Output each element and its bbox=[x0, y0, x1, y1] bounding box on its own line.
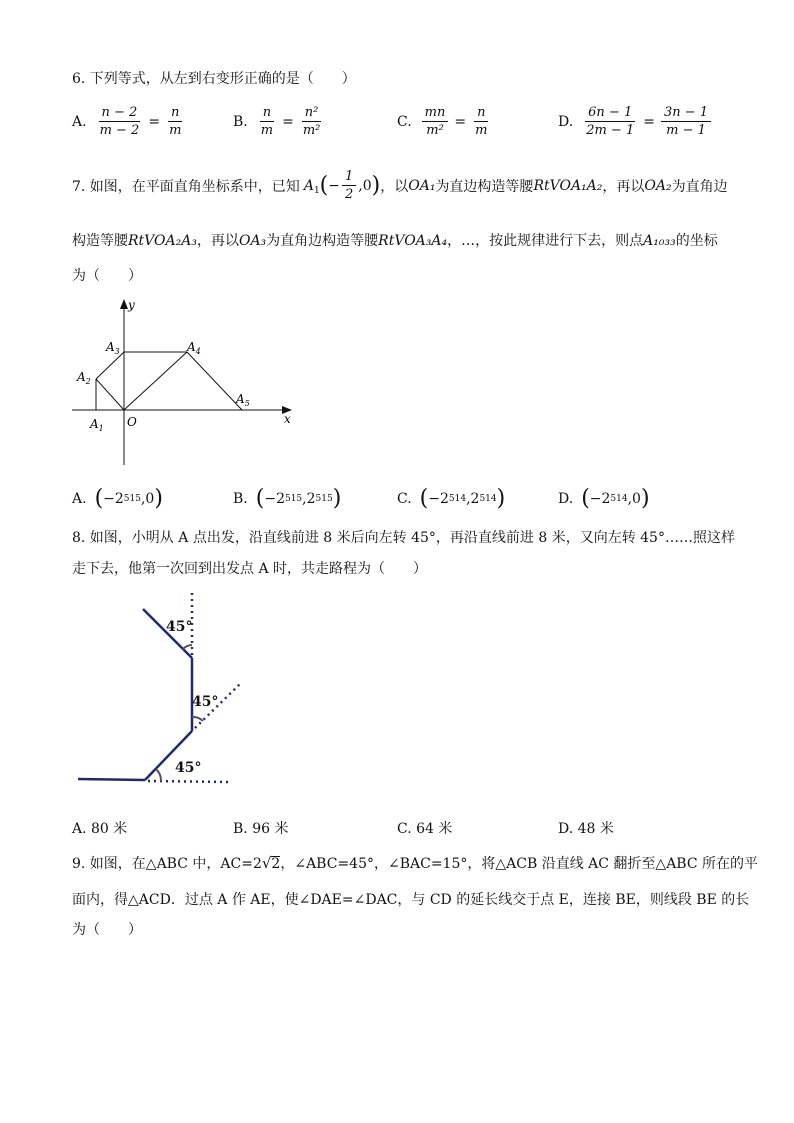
point-a4-label: $A_4$ bbox=[187, 340, 201, 356]
q9-stem-line-2: 面内，得△ACD．过点 A 作 AE，使∠DAE=∠DAC，与 CD 的延长线交于点 E，连接 BE，则线段 BE 的长 bbox=[72, 892, 750, 908]
fraction: $\frac{\text{n²}}{\text{m²}}$ bbox=[302, 105, 321, 138]
option-label: A. bbox=[72, 113, 87, 130]
q8-option-d[interactable]: D. 48 米 bbox=[558, 821, 614, 837]
q8-option-a[interactable]: A. 80 米 bbox=[72, 821, 128, 837]
fraction: $\frac{n - 2}{m - 2}$ bbox=[99, 105, 140, 138]
point-a2-label: $A_2$ bbox=[77, 370, 91, 386]
point-a1-label: $A_1$ bbox=[90, 417, 104, 433]
q7-option-c[interactable]: C. ( −2 514 ,2 514 ) bbox=[397, 486, 506, 511]
fraction: $\frac{3n - 1}{m - 1}$ bbox=[661, 104, 711, 139]
angle-label-2: 45° bbox=[192, 694, 219, 710]
option-label: D. bbox=[558, 113, 574, 130]
fraction: $\frac{6n - 1}{2m - 1}$ bbox=[586, 105, 635, 138]
q8-stem-line-1: 8. 如图，小明从 A 点出发，沿直线前进 8 米后向左转 45°，再沿直线前进 8 米，又向左转 45°……照这样 bbox=[72, 530, 735, 546]
q6-option-c[interactable]: C. $\frac{mn}{\text{m²}}$ = $\frac{n}{m}$ bbox=[397, 104, 492, 139]
q8-path-figure bbox=[70, 585, 260, 790]
q8-option-b[interactable]: B. 96 米 bbox=[233, 821, 289, 837]
sqrt-symbol: √ bbox=[261, 854, 272, 872]
fraction: $\frac{n}{m}$ bbox=[260, 105, 274, 138]
q7-option-b[interactable]: B. ( −2 515 ,2 515 ) bbox=[233, 486, 342, 511]
option-label: B. bbox=[233, 113, 248, 130]
q6-option-b[interactable]: B. $\frac{n}{m}$ = $\frac{\text{n²}}{\text{m²}}$ bbox=[233, 104, 325, 139]
q7-stem-line-3: 为（ ） bbox=[72, 268, 142, 284]
q7-stem-line-1: 7. 如图，在平面直角坐标系中，已知 A 1 ( − $\frac{1}{2}$ ,0 ) ，以 OA₁ 为直边构造等腰 RtVOA₁A₂ ，再以 OA₂ 为直角边 bbox=[72, 169, 728, 202]
fraction: $\frac{n}{m}$ bbox=[169, 105, 182, 138]
point-a5-label: $A_5$ bbox=[236, 392, 250, 408]
q9-stem-line-1: 9. 如图，在△ABC 中，AC=2 √ 2 ，∠ABC=45°，∠BAC=15°，将△ACB 沿直线 AC 翻折至△ABC 所在的平 bbox=[72, 854, 759, 872]
q6-stem: 6. 下列等式，从左到右变形正确的是（ ） bbox=[72, 71, 356, 87]
q6-option-d[interactable]: D. $\frac{6n - 1}{2m - 1}$ = $\frac{3n - 1}{m - 1}$ bbox=[558, 104, 713, 139]
q7-option-a[interactable]: A. ( −2 515 ,0 ) bbox=[72, 486, 163, 511]
fraction: $\frac{n}{m}$ bbox=[475, 105, 488, 138]
q8-stem-line-2: 走下去，他第一次回到出发点 A 时，共走路程为（ ） bbox=[72, 561, 428, 577]
q6-option-a[interactable]: A. $\frac{n - 2}{m - 2}$ = $\frac{n}{m}$ bbox=[72, 104, 186, 139]
y-axis-label: y bbox=[128, 298, 135, 312]
angle-label-1: 45° bbox=[175, 760, 202, 776]
q8-option-c[interactable]: C. 64 米 bbox=[397, 821, 453, 837]
fraction: $\frac{mn}{\text{m²}}$ bbox=[422, 104, 449, 139]
point-a3-label: $A_3$ bbox=[106, 340, 120, 356]
fraction: $\frac{1}{2}$ bbox=[342, 168, 356, 203]
q7-option-d[interactable]: D. ( −2 514 ,0 ) bbox=[558, 486, 650, 511]
option-label: C. bbox=[397, 113, 412, 130]
angle-label-3: 45° bbox=[166, 619, 193, 635]
x-axis-label: x bbox=[284, 412, 291, 426]
q9-stem-line-3: 为（ ） bbox=[72, 922, 142, 938]
q7-coordinate-figure bbox=[66, 295, 306, 470]
origin-label: O bbox=[127, 415, 137, 429]
q7-stem-line-2: 构造等腰RtVOA₂A₃，再以OA₃为直角边构造等腰RtVOA₃A₄，…，按此规律进行下去，则点A₁₀₃₃的坐标 bbox=[72, 233, 718, 249]
